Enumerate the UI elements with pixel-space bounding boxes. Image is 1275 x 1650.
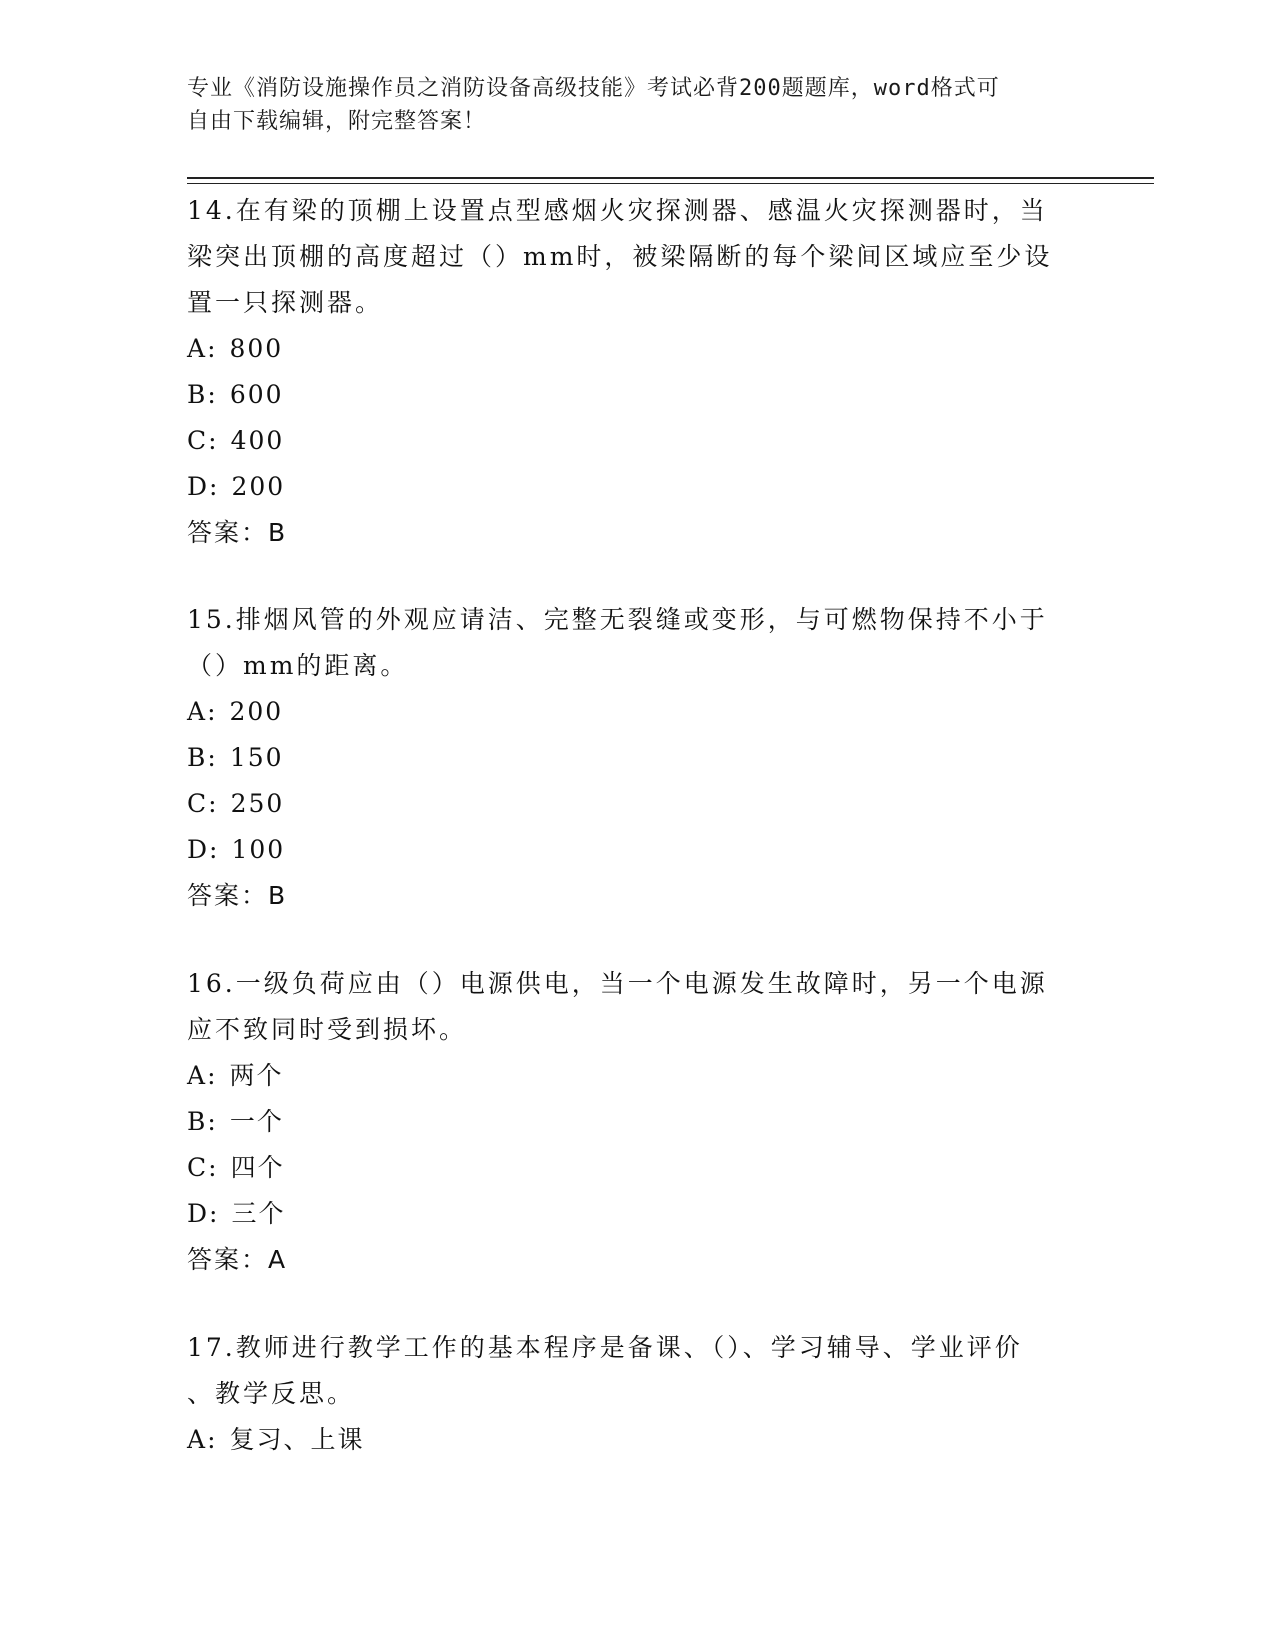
option-text: 两个 bbox=[229, 1061, 284, 1090]
option-text: 四个 bbox=[230, 1153, 285, 1182]
option-text: 600 bbox=[229, 380, 284, 409]
option-text: 复习、上课 bbox=[229, 1425, 365, 1454]
option-c: C: 400 bbox=[187, 426, 285, 455]
option-a: A: 200 bbox=[187, 697, 284, 726]
answer-line: 答案：B bbox=[187, 518, 288, 547]
question-16 bbox=[187, 961, 1087, 1283]
header-line-1: 专业《消防设施操作员之消防设备高级技能》考试必背200题题库，word格式可 bbox=[187, 76, 1000, 101]
option-key: D bbox=[187, 1199, 210, 1228]
option-text: 400 bbox=[230, 426, 285, 455]
answer-line: 答案：B bbox=[187, 881, 288, 910]
option-text: 100 bbox=[231, 835, 286, 864]
header-divider-thin bbox=[187, 183, 1154, 184]
question-17 bbox=[187, 1325, 1087, 1463]
question-stem-line: 梁突出顶棚的高度超过（）mm时，被梁隔断的每个梁间区域应至少设 bbox=[187, 242, 1053, 271]
question-stem-line: 16.一级负荷应由（）电源供电，当一个电源发生故障时，另一个电源 bbox=[187, 969, 1048, 998]
option-text: 250 bbox=[230, 789, 285, 818]
question-stem-line: （）mm的距离。 bbox=[187, 651, 409, 680]
document-header bbox=[187, 72, 1067, 138]
option-text: 200 bbox=[229, 697, 284, 726]
option-c: C: 250 bbox=[187, 789, 285, 818]
question-stem-line: 15.排烟风管的外观应请洁、完整无裂缝或变形，与可燃物保持不小于 bbox=[187, 605, 1048, 634]
answer-line: 答案：A bbox=[187, 1245, 288, 1274]
option-d: D: 三个 bbox=[187, 1199, 286, 1228]
header-divider-thick bbox=[187, 177, 1154, 179]
option-key: B bbox=[187, 380, 208, 409]
option-key: B bbox=[187, 1107, 208, 1136]
option-c: C: 四个 bbox=[187, 1153, 285, 1182]
option-key: A bbox=[187, 334, 208, 363]
option-key: C bbox=[187, 1153, 209, 1182]
option-text: 三个 bbox=[231, 1199, 286, 1228]
option-a: A: 800 bbox=[187, 334, 284, 363]
option-key: D bbox=[187, 835, 210, 864]
question-stem-line: 应不致同时受到损坏。 bbox=[187, 1015, 468, 1044]
question-stem-line: 17.教师进行教学工作的基本程序是备课、（）、学习辅导、学业评价 bbox=[187, 1333, 1023, 1362]
option-key: A bbox=[187, 1425, 208, 1454]
question-stem-line: 、教学反思。 bbox=[187, 1379, 356, 1408]
option-b: B: 600 bbox=[187, 380, 284, 409]
option-d: D: 200 bbox=[187, 472, 286, 501]
option-key: C bbox=[187, 426, 209, 455]
question-stem-line: 14.在有梁的顶棚上设置点型感烟火灾探测器、感温火灾探测器时，当 bbox=[187, 196, 1048, 225]
option-text: 150 bbox=[229, 743, 284, 772]
option-key: A bbox=[187, 1061, 208, 1090]
option-key: A bbox=[187, 697, 208, 726]
question-15 bbox=[187, 597, 1087, 919]
option-key: C bbox=[187, 789, 209, 818]
question-stem-line: 置一只探测器。 bbox=[187, 288, 384, 317]
option-text: 一个 bbox=[229, 1107, 284, 1136]
option-a: A: 复习、上课 bbox=[187, 1425, 365, 1454]
option-key: B bbox=[187, 743, 208, 772]
option-a: A: 两个 bbox=[187, 1061, 284, 1090]
question-14 bbox=[187, 188, 1087, 556]
header-line-2: 自由下载编辑，附完整答案！ bbox=[187, 109, 487, 134]
option-key: D bbox=[187, 472, 210, 501]
option-d: D: 100 bbox=[187, 835, 286, 864]
option-text: 800 bbox=[229, 334, 284, 363]
option-b: B: 150 bbox=[187, 743, 284, 772]
option-text: 200 bbox=[231, 472, 286, 501]
option-b: B: 一个 bbox=[187, 1107, 284, 1136]
